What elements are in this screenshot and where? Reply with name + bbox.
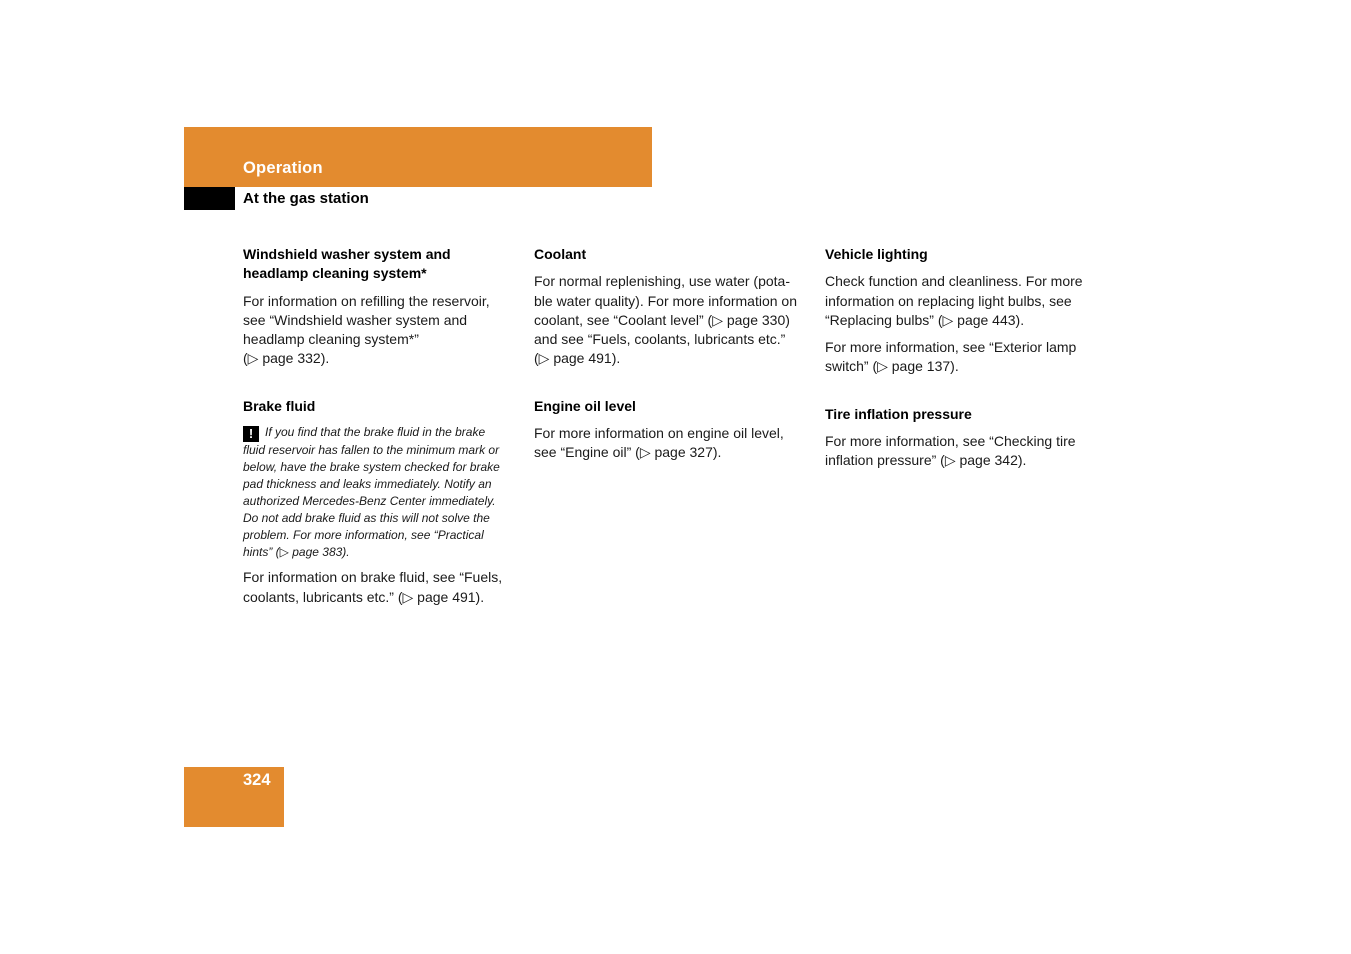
subsection-title: At the gas station (243, 190, 369, 207)
brake-fluid-text: For information on brake fluid, see “Fuels, coolants, lubricants etc.” (▷ page 491). (243, 569, 503, 605)
tire-pressure-text: For more information, see “Checking tire inflation pressure” (▷ page 342). (825, 433, 1076, 469)
page-number: 324 (243, 771, 271, 789)
vehicle-lighting-text: Check function and cleanliness. For more information on replacing light bulbs, see “Replacing bulbs” (▷ page 443). (825, 273, 1083, 328)
coolant-text: For normal replenishing, use water (pota- ble water quality). For more information on coolant, see “Coolant level” (▷ page 330) and see “Fuels, coolants, lubricants etc.” (▷ page 491). (534, 273, 797, 367)
section-title: Operation (243, 159, 323, 177)
vehicle-lighting-heading: Vehicle lighting (825, 246, 928, 262)
column-2 (534, 245, 806, 471)
brake-fluid-heading: Brake fluid (243, 397, 316, 414)
column-1 (243, 245, 515, 615)
engine-oil-text: For more information on engine oil level, see “Engine oil” (▷ page 327). (534, 425, 784, 461)
exterior-lamp-text: For more information, see “Exterior lamp switch” (▷ page 137). (825, 339, 1077, 375)
engine-oil-heading: Engine oil level (534, 397, 636, 414)
column-3 (825, 245, 1097, 479)
washer-system-text: For information on refilling the reservoir, see “Windshield washer system and headlamp cleaning system*” (▷ page 332). (243, 292, 490, 367)
warning-icon: ! (243, 426, 259, 442)
washer-system-heading: Windshield washer system and headlamp cleaning system* (243, 246, 451, 282)
brake-fluid-warning (243, 424, 515, 560)
coolant-heading: Coolant (534, 246, 587, 262)
section-marker (184, 187, 235, 210)
header-bar (184, 127, 652, 187)
tire-pressure-heading: Tire inflation pressure (825, 405, 972, 422)
brake-fluid-warning-text: If you find that the brake fluid in the brake fluid reservoir has fallen to the minimum mark or below, have the brake system checked for brake pad thickness and leaks immediately. Notify an authorized Mercedes-Benz Center immediately. Do not add brake fluid as this will not solve the problem. For more information, see “Practical hints” (▷ page 383). (243, 425, 500, 559)
